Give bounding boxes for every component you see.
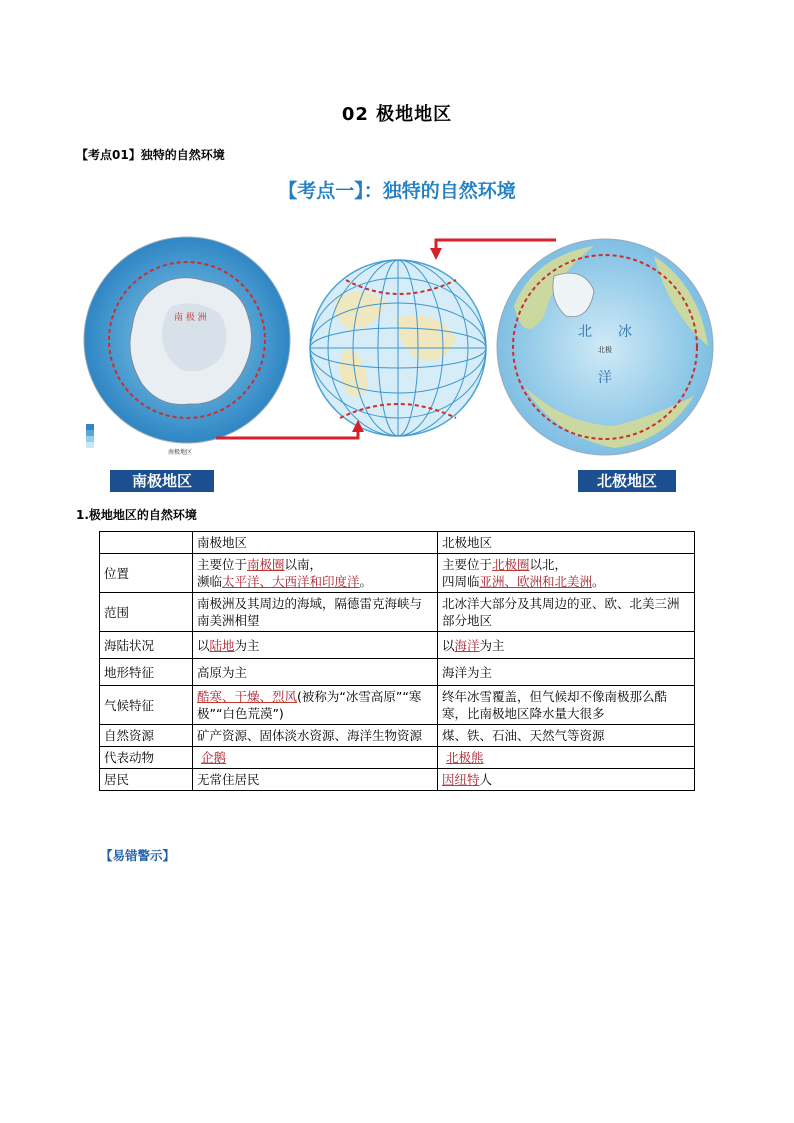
environment-table (99, 531, 695, 791)
table-row-animals (100, 747, 695, 769)
terrain-north: 海洋为主 (438, 659, 695, 686)
table-row-scope (100, 593, 695, 632)
banner-title: 【考点一】：独特的自然环境 (278, 180, 516, 202)
climate-north: 终年冰雪覆盖，但气候却不像南极那么酷寒，比南极地区降水量大很多 (438, 686, 695, 725)
header-cell-empty (100, 532, 193, 554)
north-continents: 亚洲、欧洲和北美洲 (479, 574, 593, 589)
land-sea-south: 以陆地为主 (193, 632, 438, 659)
header-cell-south: 南极地区 (193, 532, 438, 554)
south-region-label: 南极地区 (110, 470, 214, 492)
north-pole-label: 北极 (598, 346, 612, 354)
residents-north: 因纽特人 (438, 769, 695, 791)
south-oceans: 太平洋、大西洋和印度洋 (222, 574, 360, 589)
terrain-south: 高原为主 (193, 659, 438, 686)
south-circle: 南极圈 (247, 557, 285, 572)
scope-south: 南极洲及其周边的海域，隔德雷克海峡与南美洲相望 (193, 593, 438, 632)
row-label: 海陆状况 (100, 632, 193, 659)
animals-south: 企鹅 (193, 747, 438, 769)
table-row-terrain (100, 659, 695, 686)
antarctica-name: 南 极 洲 (174, 313, 207, 323)
animals-north: 北极熊 (438, 747, 695, 769)
north-circle: 北极圈 (492, 557, 530, 572)
warning-label: 【易错警示】 (100, 848, 176, 863)
land-sea-north: 以海洋为主 (438, 632, 695, 659)
residents-south: 无常住居民 (193, 769, 438, 791)
row-label: 自然资源 (100, 725, 193, 747)
resources-north: 煤、铁、石油、天然气等资源 (438, 725, 695, 747)
south-map-caption: 南极地区 (168, 449, 193, 456)
table-row-climate (100, 686, 695, 725)
row-label: 气候特征 (100, 686, 193, 725)
ocean-name-2: 冰 (618, 324, 632, 340)
resources-south: 矿产资源、固体淡水资源、海洋生物资源 (193, 725, 438, 747)
section-heading: 1.极地地区的自然环境 (76, 508, 197, 522)
page-title: 02 极地地区 (341, 104, 453, 125)
scope-north: 北冰洋大部分及其周边的亚、欧、北美三洲部分地区 (438, 593, 695, 632)
row-label: 地形特征 (100, 659, 193, 686)
row-label: 居民 (100, 769, 193, 791)
ocean-name-3: 洋 (598, 370, 612, 386)
kaodian-label: 【考点01】独特的自然环境 (76, 148, 225, 162)
table-row-resources (100, 725, 695, 747)
arrows (76, 228, 716, 496)
table-row-location (100, 554, 695, 593)
table-header-row (100, 532, 695, 554)
polar-figure (76, 228, 716, 496)
table-row-residents (100, 769, 695, 791)
row-label: 代表动物 (100, 747, 193, 769)
north-region-label: 北极地区 (578, 470, 676, 492)
header-cell-north: 北极地区 (438, 532, 695, 554)
table-row-land-sea (100, 632, 695, 659)
climate-south: 酷寒、干燥、烈风(被称为“冰雪高原”“寒极”“白色荒漠”) (193, 686, 438, 725)
location-south: 主要位于南极圈以南， 濒临太平洋、大西洋和印度洋。 (193, 554, 438, 593)
row-label: 位置 (100, 554, 193, 593)
ocean-name-1: 北 (578, 324, 592, 340)
row-label: 范围 (100, 593, 193, 632)
location-north: 主要位于北极圈以北， 四周临亚洲、欧洲和北美洲。 (438, 554, 695, 593)
